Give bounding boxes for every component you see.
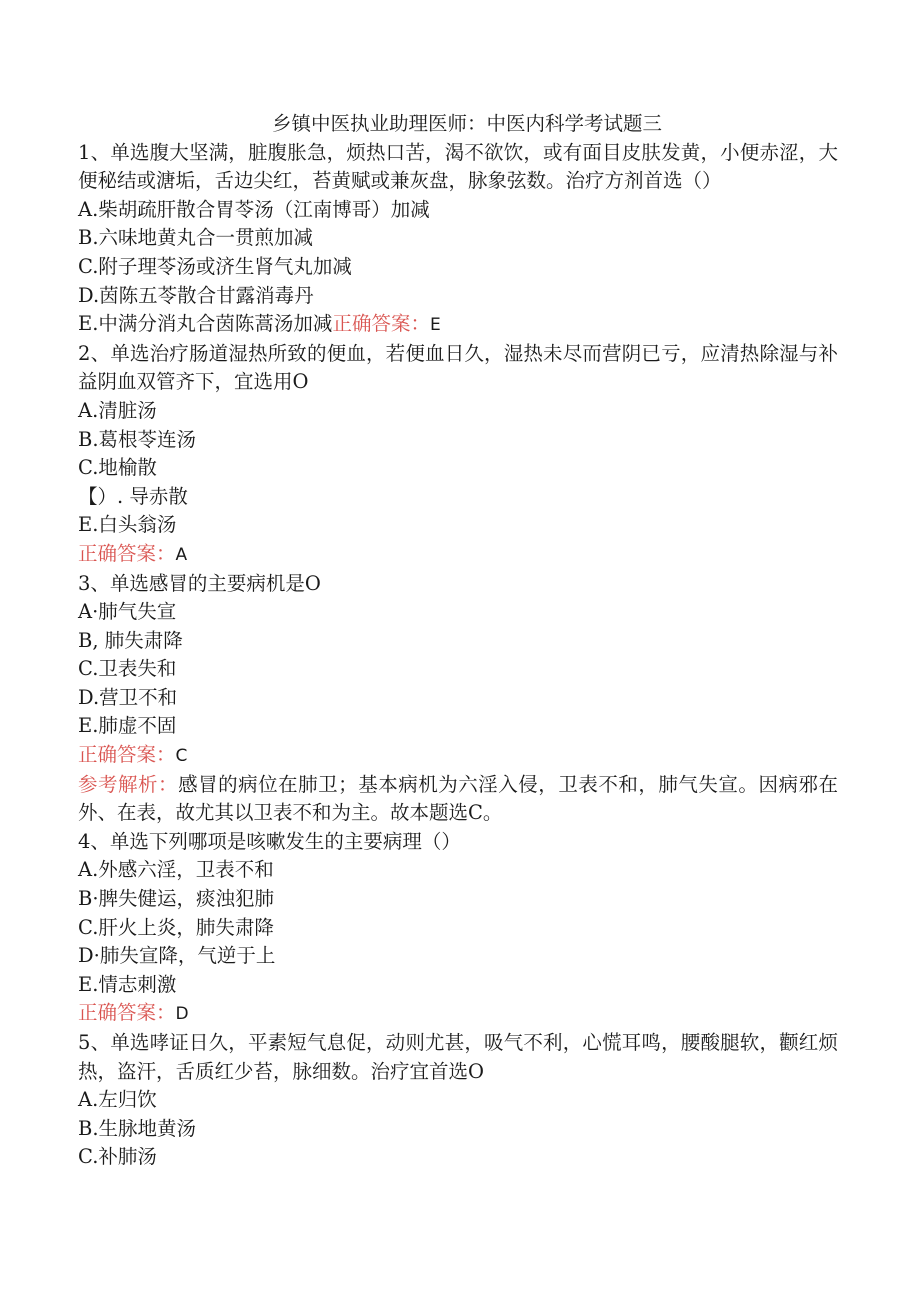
answer-label: 正确答案：	[78, 1001, 176, 1025]
option-b: B, 肺失肃降	[78, 628, 183, 652]
option-b: B·脾失健运，痰浊犯肺	[78, 887, 275, 911]
option-a: A.清脏汤	[78, 398, 157, 422]
answer-label: 正确答案：	[78, 743, 176, 767]
answer-label: 正确答案：	[332, 312, 430, 336]
option-e: E.白头翁汤	[78, 513, 177, 537]
question-2	[78, 340, 838, 570]
option-a: A.柴胡疏肝散合胃苓汤（江南博哥）加减	[78, 197, 430, 221]
option-b: B.六味地黄丸合一贯煎加减	[78, 226, 314, 250]
question-stem: 2、单选治疗肠道湿热所致的便血，若便血日久，湿热未尽而营阴已亏，应清热除湿与补益阴血双管齐下，宜选用O	[78, 341, 838, 394]
option-c: C.肝火上炎，肺失肃降	[78, 915, 274, 939]
question-stem: 5、单选哮证日久，平素短气息促，动则尤甚，吸气不利，心慌耳鸣，腰酸腿软，颧红烦热，盗汗，舌质红少苔，脉细数。治疗宜首选O	[78, 1031, 838, 1083]
analysis-text: 感冒的病位在肺卫；基本病机为六淫入侵，卫表不和，肺气失宣。因病邪在外、在表，故尤其以卫表不和为主。故本题选C。	[78, 772, 838, 825]
answer-line	[78, 741, 838, 771]
question-stem: 1、单选腹大坚满，脏腹胀急，烦热口苦，渴不欲饮，或有面目皮肤发黄，小便赤涩，大便秘结或溏垢，舌边尖红，苔黄赋或兼灰盘，脉象弦数。治疗方剂首选（）	[78, 140, 838, 193]
analysis-paragraph	[78, 771, 838, 828]
question-stem: 4、单选下列哪项是咳嗽发生的主要病理（）	[78, 829, 461, 853]
option-e-with-answer	[78, 310, 838, 340]
analysis-label: 参考解析：	[78, 772, 179, 796]
answer-value: D	[175, 1004, 189, 1025]
option-e: E.肺虚不固	[78, 714, 177, 738]
answer-label: 正确答案：	[78, 541, 176, 565]
document-title: 乡镇中医执业助理医师：中医内科学考试题三	[271, 112, 662, 135]
option-b: B.葛根苓连汤	[78, 427, 197, 451]
option-a: A·肺气失宣	[78, 600, 177, 624]
option-d: D.茵陈五苓散合甘露消毒丹	[78, 283, 314, 307]
answer-line	[78, 540, 838, 570]
option-a: A.左归饮	[78, 1088, 157, 1112]
option-e: E.中满分消丸合茵陈蒿汤加减	[78, 312, 333, 336]
option-c: C.补肺汤	[78, 1145, 157, 1169]
question-3	[78, 570, 838, 828]
answer-value: A	[175, 544, 188, 565]
document-content	[78, 110, 838, 1172]
answer-value: E	[429, 315, 441, 336]
option-d: D.营卫不和	[78, 685, 178, 709]
question-5	[78, 1029, 838, 1172]
option-c: C.地榆散	[78, 456, 157, 480]
question-4	[78, 828, 838, 1029]
option-d: D·肺失宣降，气逆于上	[78, 944, 276, 968]
answer-value: C	[175, 746, 188, 767]
question-stem: 3、单选感冒的主要病机是O	[78, 571, 321, 595]
option-d: 【）. 导赤散	[78, 484, 188, 508]
option-e: E.情志刺激	[78, 972, 177, 996]
option-b: B.生脉地黄汤	[78, 1116, 197, 1140]
option-a: A.外感六淫，卫表不和	[78, 858, 274, 882]
option-c: C.卫表失和	[78, 657, 177, 681]
answer-line	[78, 999, 838, 1029]
option-c: C.附子理苓汤或济生肾气丸加减	[78, 254, 352, 278]
question-1	[78, 139, 838, 340]
